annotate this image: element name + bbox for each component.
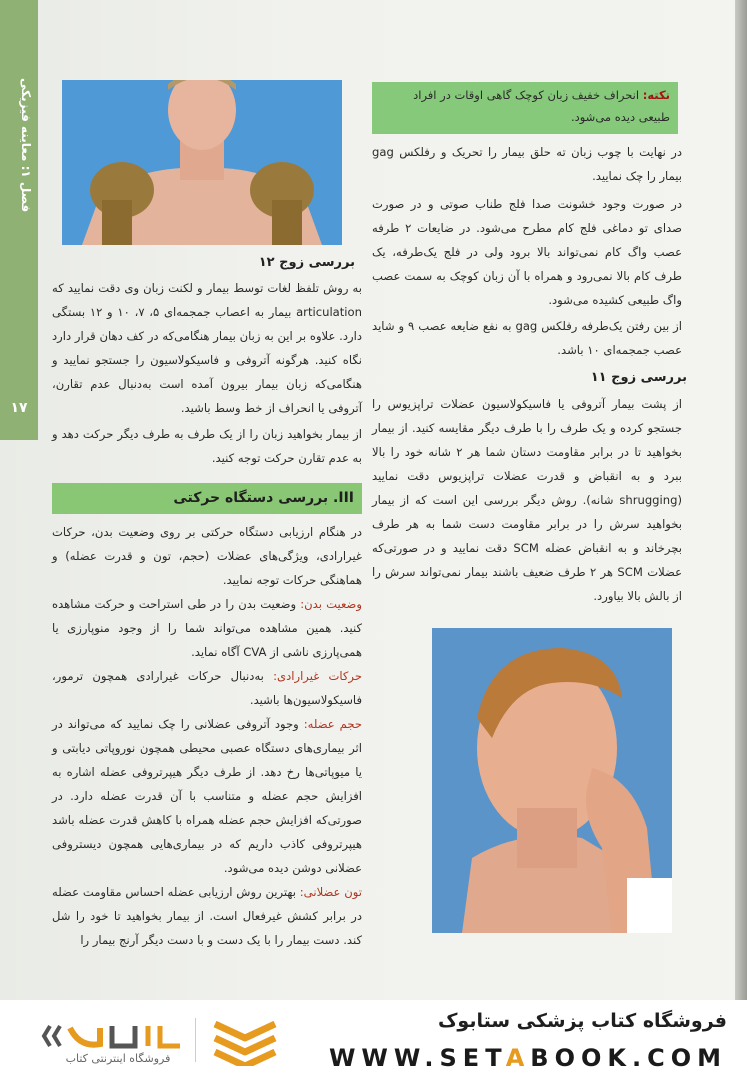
- heading-cn12: بررسی زوج ۱۲: [258, 255, 355, 270]
- note-label: نکته:: [642, 88, 670, 102]
- left-column-bottom: [52, 520, 362, 952]
- paragraph: در صورت وجود خشونت صدا فلج طناب صوتی و در صورت صدای تو دماغی فلج کام مطرح می‌شود. در ضایعات ۲ طرفه عصب واگ کام نمی‌تواند بالا برود ولی در فلج یک‌طرفه، یک طرف کام بالا نمی‌رود و همراه با آن زبان کوچک به سمت عصب واگ طبیعی کشیده می‌شود.: [372, 197, 682, 307]
- section-title: III. بررسی دستگاه حرکتی: [52, 483, 362, 514]
- store-footer: [0, 1000, 747, 1080]
- term-tone: تون عضلانی:: [299, 885, 362, 899]
- term-involuntary: حرکات غیرارادی:: [273, 669, 362, 683]
- photo-shoulder-exam: [62, 80, 342, 245]
- paragraph: حرکات غیرارادی: به‌دنبال حرکات غیرارادی همچون ترمور، فاسیکولاسیون‌ها باشید.: [52, 669, 362, 707]
- paragraph: وضعیت بدن: وضعیت بدن را در طی استراحت و حرکت مشاهده کنید. همین مشاهده می‌تواند شما را از وجود منوپارزی یا همی‌پارزی ناشی از CVA آگاه نماید.: [52, 597, 362, 659]
- heading-cn11: بررسی زوج ۱۱: [590, 370, 687, 385]
- note-box: [372, 82, 678, 134]
- paragraph: در نهایت با چوب زبان ته حلق بیمار را تحریک و رفلکس gag بیمار را چک نمایید.: [372, 145, 682, 183]
- paragraph: در هنگام ارزیابی دستگاه حرکتی بر روی وضعیت بدن، حرکات غیرارادی، ویژگی‌های عضلات (حجم، تون و قدرت عضله) و هماهنگی حرکات توجه نمایید.: [52, 525, 362, 587]
- store-name: فروشگاه کتاب پزشکی ستابوک: [437, 1010, 727, 1032]
- logo-subtitle: فروشگاه اینترنتی کتاب: [65, 1052, 171, 1065]
- paragraph: از بین رفتن یک‌طرفه رفلکس gag به نفع ضایعه عصب ۹ و شاید عصب جمجمه‌ای ۱۰ باشد.: [372, 319, 682, 357]
- page-number: ۱۷: [10, 400, 28, 416]
- logo-divider: [195, 1018, 196, 1062]
- paragraph: از پشت بیمار آتروفی یا فاسیکولاسیون عضلات تراپزیوس را جستجو کرده و یک طرف را با طرف دیگر مقایسه کنید. از بیمار بخواهید تا در برابر مقاومت دستان شما هر ۲ شانه خود را بالا ببرد و به انقباض و قدرت عضلات تراپزیوس دقت نمایید (shrugging شانه). روش دیگر بررسی این است که از بیمار بخواهید سرش را در برابر مقاومت دست شما به هر طرف بچرخاند و به انقباض عضله SCM دقت نمایید و در صورتی‌که عضلات SCM هر ۲ طرف ضعیف باشند بیمار نمی‌تواند سرش را از بالش بالا بیاورد.: [372, 397, 682, 603]
- store-url[interactable]: WWW.SETABOOK.COM: [328, 1044, 727, 1072]
- photo-scm-exam: [432, 628, 672, 933]
- paragraph: تون عضلانی: بهترین روش ارزیابی عضله احساس مقاومت عضله در برابر کشش غیرفعال است. از بیمار بخواهید تا خود را شل کند. دست بیمار را با یک دست و با دست دیگر آرنج بیمار را: [52, 885, 362, 947]
- paragraph: حجم عضله: وجود آتروفی عضلانی را چک نمایید که می‌تواند در اثر بیماری‌های دستگاه عصبی محیطی همچون نوروپاتی دیابتی و یا میوپاتی‌ها رخ دهد. از طرف دیگر هیپرتروفی عضله اشاره به افزایش حجم عضله و متناسب با آن قدرت عضله دارد. در صورتی‌که افزایش حجم عضله همراه با کاهش قدرت عضله باشد هیپرتروفی کاذب داریم که در بیماری‌هایی همچون دیستروفی عضلانی دوشن دیده می‌شود.: [52, 717, 362, 875]
- paragraph: به روش تلفظ لغات توسط بیمار و لکنت زبان وی دقت نمایید که articulation بیمار به اعصاب جمجمه‌ای ۵، ۷، ۱۰ و ۱۲ بستگی دارد. علاوه بر این به زبان بیمار هنگامی‌که در کف دهان قرار دارد نگاه کنید. هرگونه آتروفی و فاسیکولاسیون را جستجو نمایید و هنگامی‌که زبان بیمار بیرون آمده است به‌دنبال عدم تقارن، آتروفی یا انحراف از خط وسط باشید.: [52, 281, 362, 415]
- chapter-label: فصل ۱: معاینه فیزیکی: [19, 77, 33, 213]
- right-column-top: [372, 140, 682, 362]
- left-column-top: [52, 276, 362, 470]
- note-text: انحراف خفیف زبان کوچک گاهی اوقات در افراد طبیعی دیده می‌شود.: [413, 88, 670, 124]
- paragraph: از بیمار بخواهید زبان را از یک طرف به طرف دیگر حرکت دهد و به عدم تقارن حرکت توجه کنید.: [52, 427, 362, 465]
- term-bulk: حجم عضله:: [303, 717, 362, 731]
- right-column-bottom: [372, 392, 682, 608]
- term-posture: وضعیت بدن:: [300, 597, 362, 611]
- page-edge-shadow: [735, 0, 747, 1000]
- setabook-logo-icon: [205, 1014, 285, 1066]
- chapter-tab: [0, 0, 38, 440]
